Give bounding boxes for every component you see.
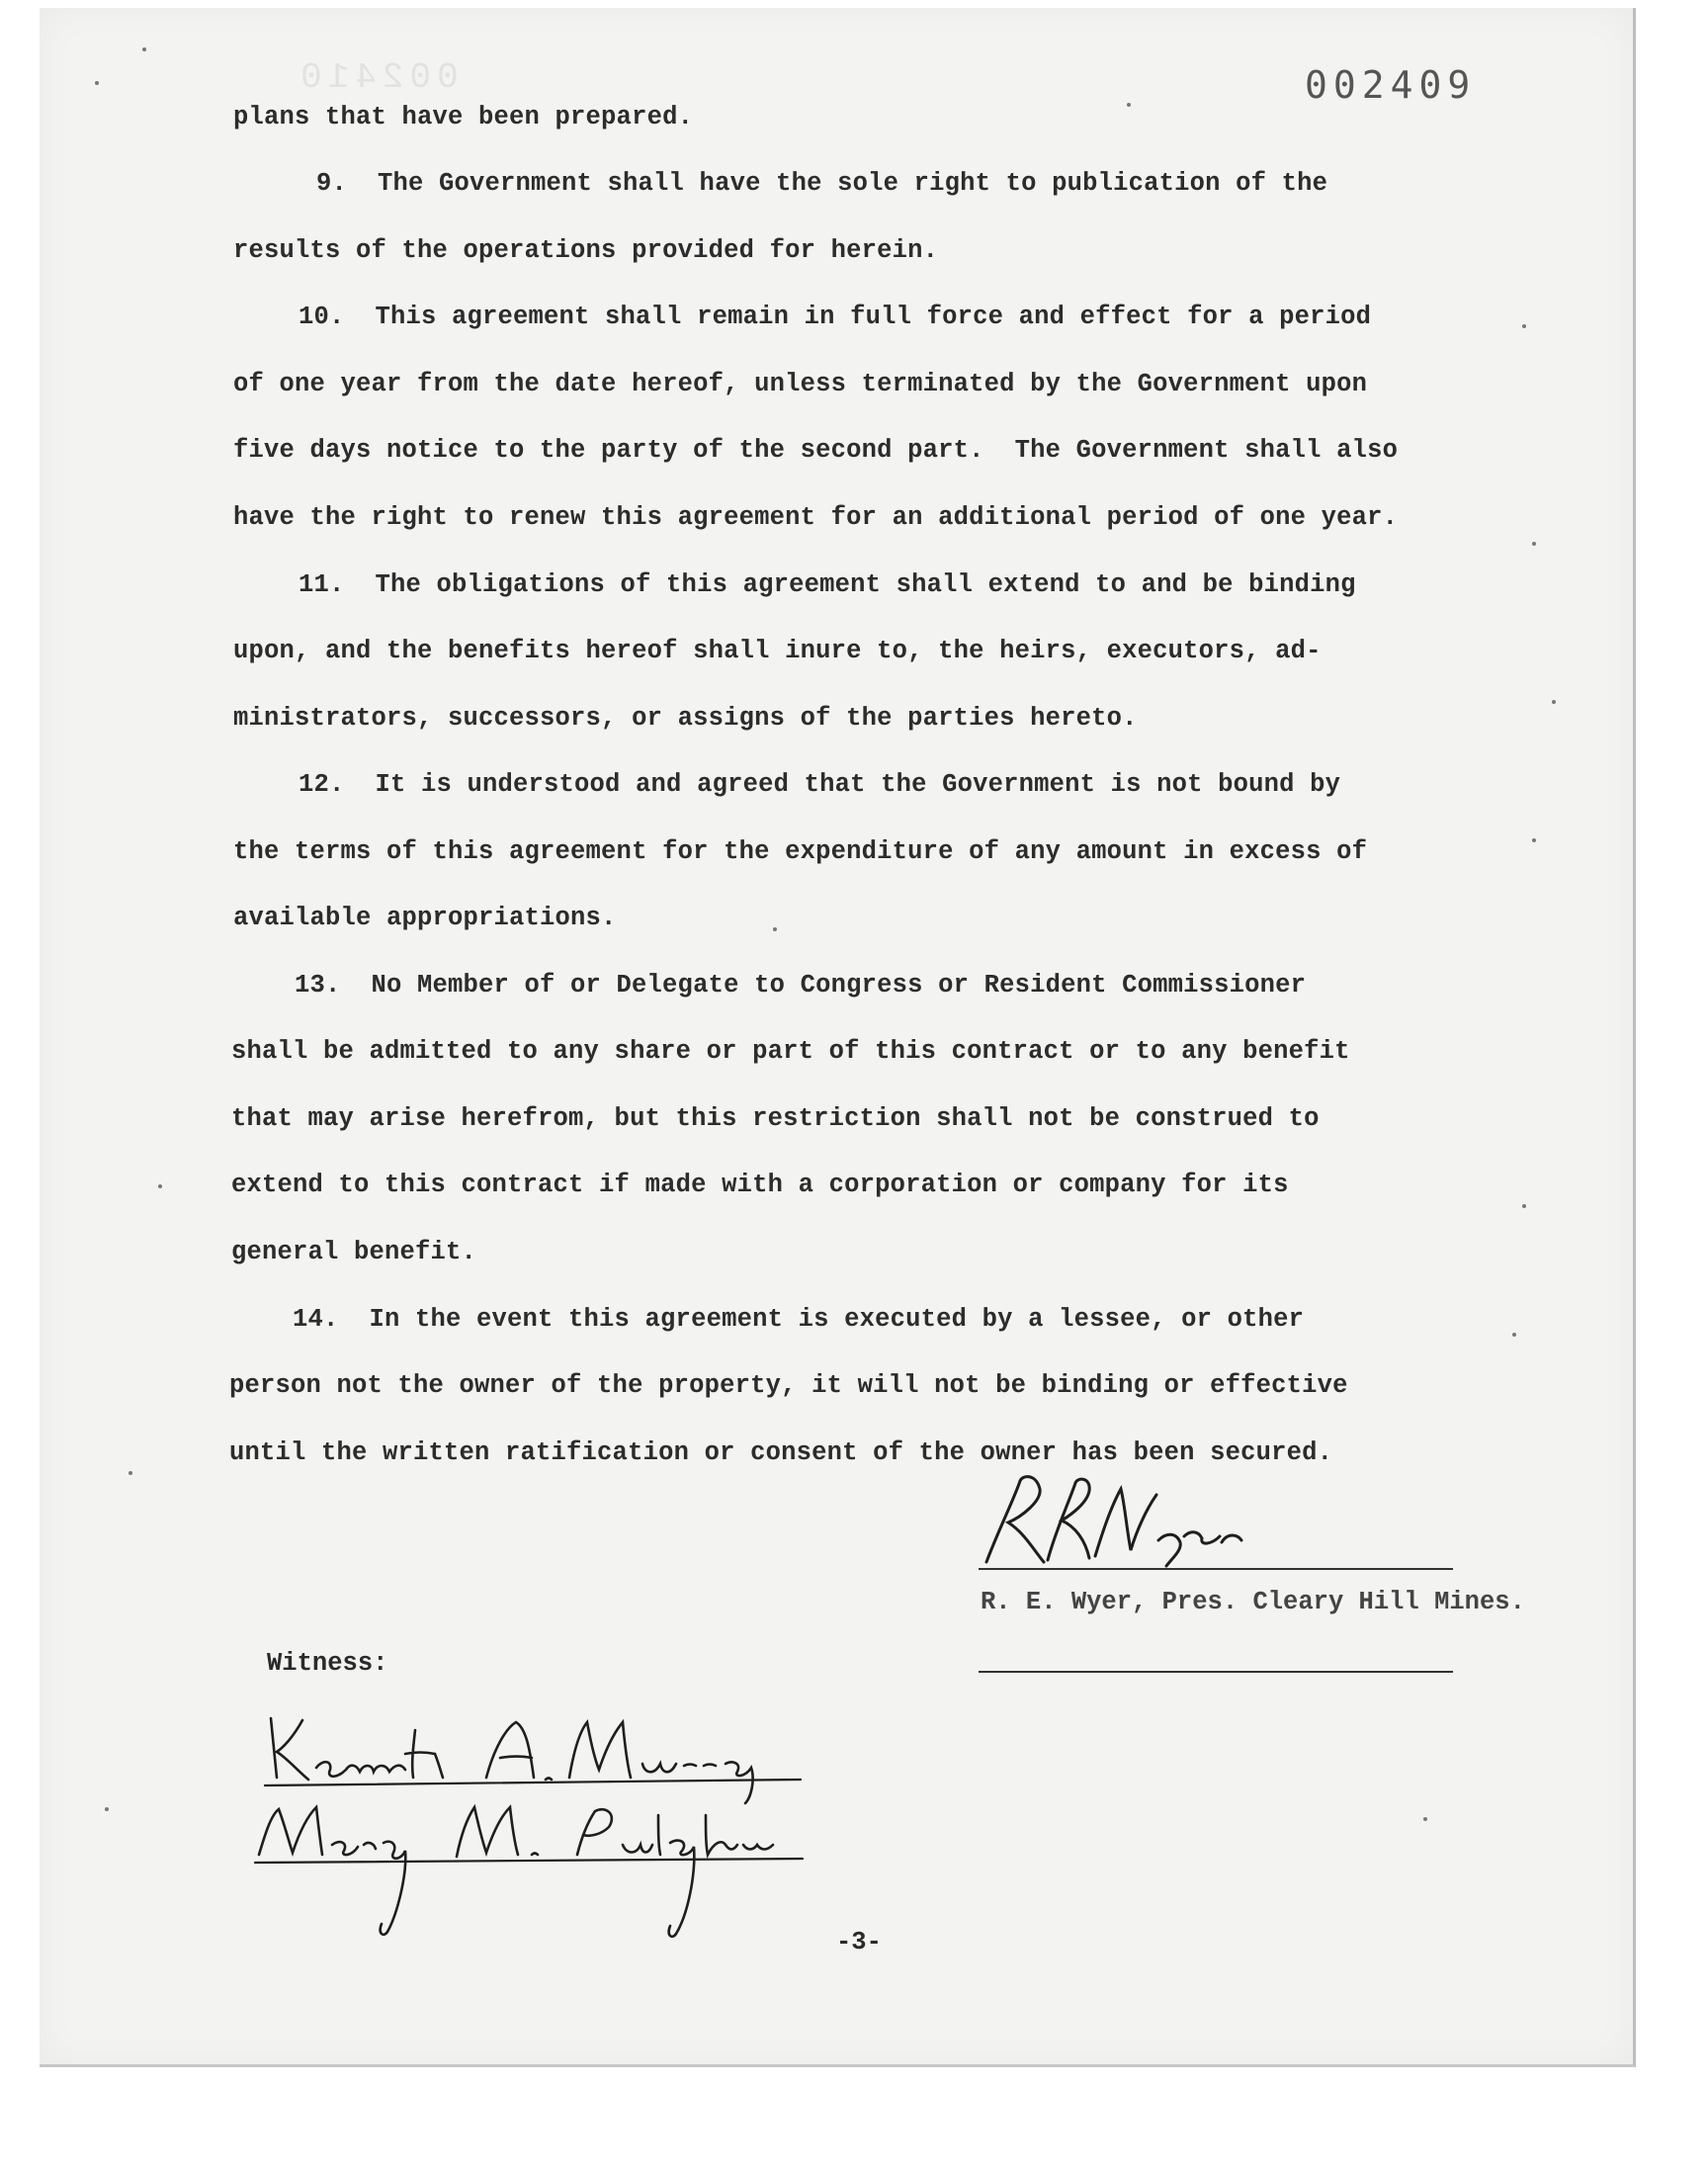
scan-speck <box>1532 838 1536 842</box>
scan-speck <box>1522 324 1526 328</box>
text-line: 13. No Member of or Delegate to Congress or Resident Commissioner <box>295 971 1307 1000</box>
document-page <box>40 8 1636 2067</box>
text-line: of one year from the date hereof, unless terminated by the Government upon <box>233 370 1368 398</box>
scan-speck <box>1552 700 1556 704</box>
text-line: the terms of this agreement for the expenditure of any amount in excess of <box>233 837 1368 866</box>
text-line: shall be admitted to any share or part of this contract or to any benefit <box>231 1037 1350 1066</box>
scan-speck <box>1423 1817 1427 1821</box>
second-signature-line <box>979 1671 1453 1673</box>
text-line: that may arise herefrom, but this restriction shall not be construed to <box>231 1104 1320 1133</box>
text-line: person not the owner of the property, it will not be binding or effective <box>229 1371 1348 1400</box>
text-line: 14. In the event this agreement is executed by a lessee, or other <box>293 1305 1305 1334</box>
text-line: extend to this contract if made with a corporation or company for its <box>231 1171 1289 1199</box>
signature-line <box>979 1568 1453 1570</box>
text-line: 9. The Government shall have the sole right to publication of the <box>316 169 1328 198</box>
page-number: -3- <box>836 1928 882 1957</box>
scan-speck <box>128 1471 132 1475</box>
scan-speck <box>1127 103 1131 107</box>
witness-label: Witness: <box>267 1649 388 1678</box>
text-line: available appropriations. <box>233 904 617 932</box>
text-line: plans that have been prepared. <box>233 103 694 131</box>
scan-speck <box>1512 1333 1516 1337</box>
text-line: until the written ratification or consent of the owner has been secured. <box>229 1438 1333 1467</box>
scan-speck <box>95 81 99 85</box>
scan-speck <box>1532 542 1536 546</box>
witness-signature-2 <box>249 1795 862 1944</box>
witness-signature-1 <box>257 1708 811 1787</box>
scan-speck <box>142 47 146 51</box>
text-line: 10. This agreement shall remain in full force and effect for a period <box>299 303 1372 331</box>
bleed-through-number: 002410 <box>295 57 459 98</box>
text-line: ministrators, successors, or assigns of the parties hereto. <box>233 704 1138 733</box>
text-line: 12. It is understood and agreed that the Government is not bound by <box>299 770 1341 799</box>
text-line: five days notice to the party of the second part. The Government shall also <box>233 436 1399 465</box>
text-line: results of the operations provided for herein. <box>233 236 939 265</box>
signatory-caption: R. E. Wyer, Pres. Cleary Hill Mines. <box>981 1588 1525 1616</box>
text-line: 11. The obligations of this agreement shall extend to and be binding <box>299 570 1356 599</box>
text-line: have the right to renew this agreement for an additional period of one year. <box>233 503 1399 532</box>
scan-speck <box>105 1807 109 1811</box>
text-line: general benefit. <box>231 1238 477 1266</box>
president-signature <box>979 1471 1295 1570</box>
document-number: 002409 <box>1305 63 1477 107</box>
scan-speck <box>1522 1204 1526 1208</box>
scan-speck <box>158 1184 162 1188</box>
text-line: upon, and the benefits hereof shall inure to, the heirs, executors, ad- <box>233 637 1322 665</box>
scan-speck <box>773 927 777 931</box>
